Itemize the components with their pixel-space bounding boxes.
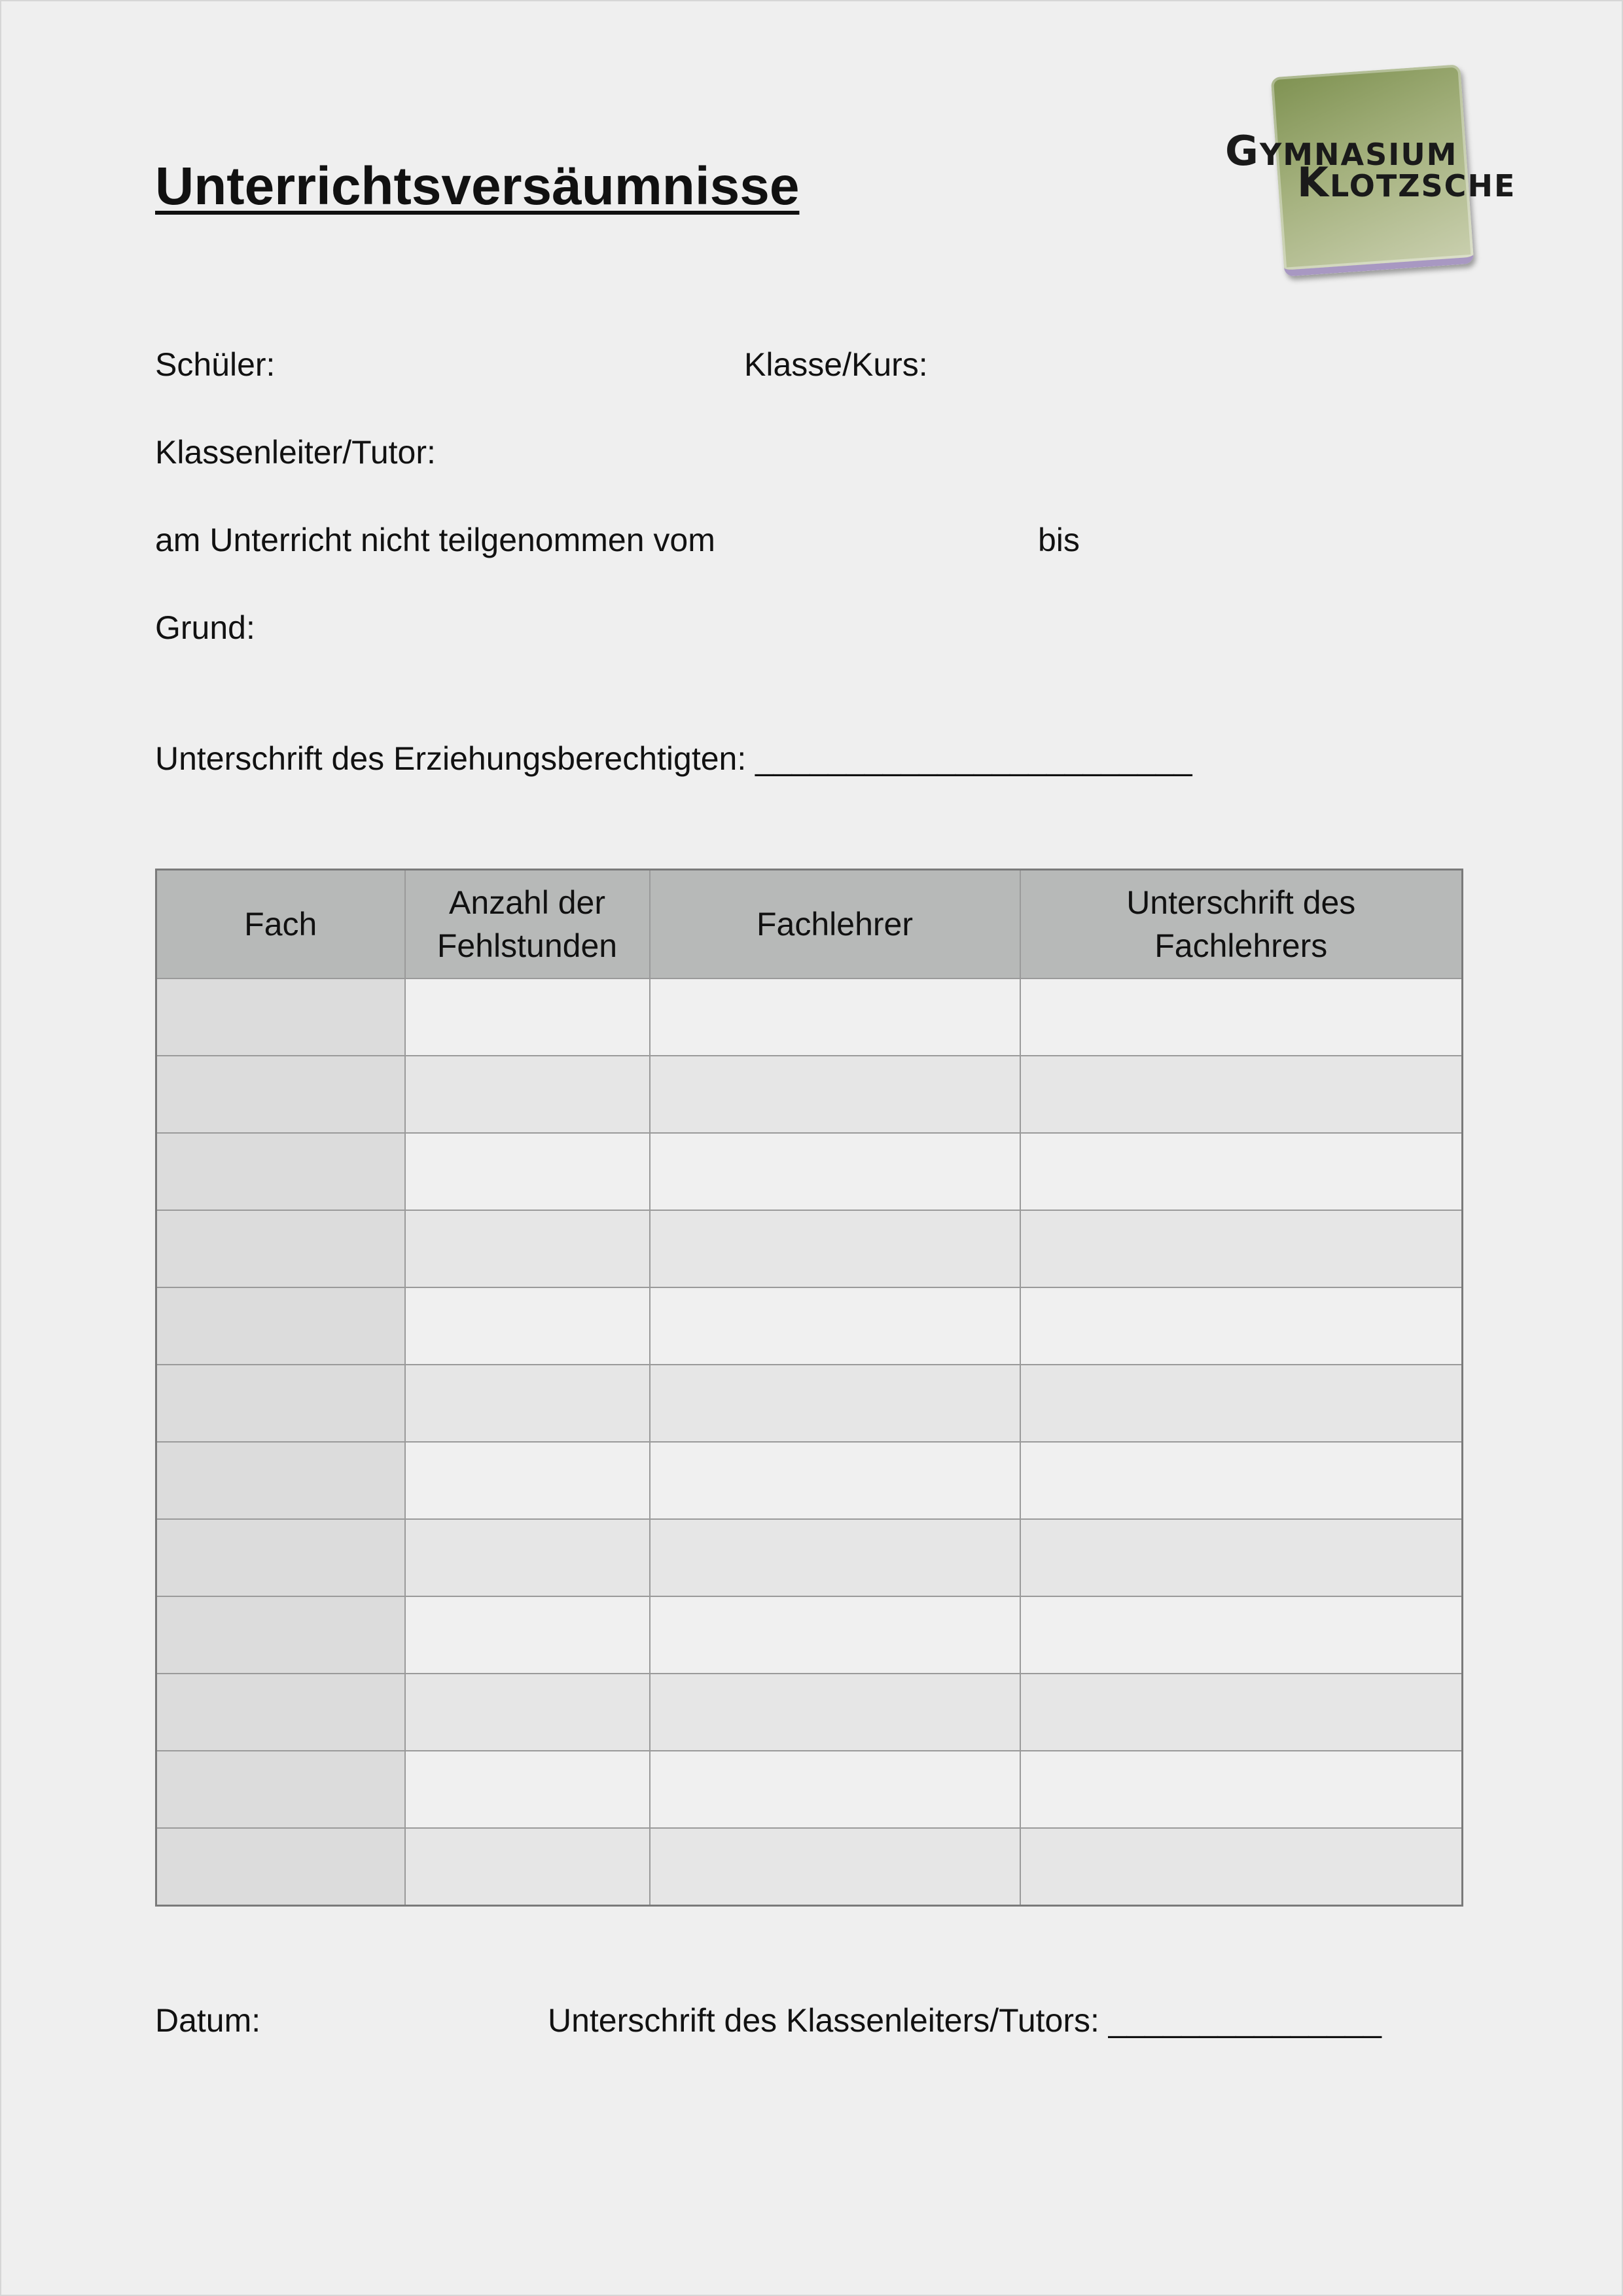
cell-fehlstunden[interactable] — [405, 1828, 650, 1906]
unterschrift-erziehungsberechtigter: Unterschrift des Erziehungsberechtigten: ________________________ — [155, 740, 1192, 777]
table-row — [156, 1442, 1463, 1519]
cell-fehlstunden[interactable] — [405, 1056, 650, 1133]
cell-unterschrift[interactable] — [1020, 1287, 1463, 1365]
cell-fach[interactable] — [156, 1674, 405, 1751]
unterschrift-klassenleiter: Unterschrift des Klassenleiters/Tutors: _______________ — [548, 2002, 1382, 2039]
table-row — [156, 1596, 1463, 1674]
cell-fehlstunden[interactable] — [405, 1442, 650, 1519]
cell-unterschrift[interactable] — [1020, 1210, 1463, 1287]
cell-fach[interactable] — [156, 1365, 405, 1442]
cell-fehlstunden[interactable] — [405, 1365, 650, 1442]
zeitraum-bis-label: bis — [1038, 522, 1080, 558]
grund-label: Grund: — [155, 609, 255, 646]
cell-fehlstunden[interactable] — [405, 978, 650, 1056]
logo-text-line2: KLOTZSCHE — [1297, 158, 1516, 206]
klassenleiter-label: Klassenleiter/Tutor: — [155, 434, 436, 471]
cell-fachlehrer[interactable] — [650, 1751, 1020, 1828]
zeitraum-von-label: am Unterricht nicht teilgenommen vom — [155, 522, 715, 558]
logo-text-line1: GYMNASIUM — [1225, 127, 1458, 175]
cell-fachlehrer[interactable] — [650, 1596, 1020, 1674]
logo-line1-rest: YMNASIUM — [1259, 137, 1458, 172]
cell-unterschrift[interactable] — [1020, 1596, 1463, 1674]
cell-fachlehrer[interactable] — [650, 1287, 1020, 1365]
cell-fachlehrer[interactable] — [650, 1133, 1020, 1210]
table-row — [156, 978, 1463, 1056]
cell-unterschrift[interactable] — [1020, 1828, 1463, 1906]
cell-fach[interactable] — [156, 1751, 405, 1828]
cell-fehlstunden[interactable] — [405, 1210, 650, 1287]
header-unterschrift — [1020, 870, 1463, 979]
table-row — [156, 1751, 1463, 1828]
header-fach — [156, 870, 405, 979]
cell-fach[interactable] — [156, 1442, 405, 1519]
header-fehlstunden — [405, 870, 650, 979]
header-fach-text: Fach — [244, 906, 317, 942]
cell-unterschrift[interactable] — [1020, 1442, 1463, 1519]
cell-unterschrift[interactable] — [1020, 1519, 1463, 1596]
table-row — [156, 1133, 1463, 1210]
cell-fehlstunden[interactable] — [405, 1751, 650, 1828]
cell-fach[interactable] — [156, 1828, 405, 1906]
cell-fach[interactable] — [156, 978, 405, 1056]
page-title: Unterrichtsversäumnisse — [155, 156, 800, 216]
table-row — [156, 1519, 1463, 1596]
cell-unterschrift[interactable] — [1020, 1133, 1463, 1210]
table-row — [156, 1828, 1463, 1906]
logo-line2-rest: LOTZSCHE — [1330, 168, 1516, 204]
cell-unterschrift[interactable] — [1020, 1674, 1463, 1751]
cell-fach[interactable] — [156, 1287, 405, 1365]
table-body — [156, 978, 1463, 1906]
cell-fachlehrer[interactable] — [650, 1056, 1020, 1133]
table-row — [156, 1365, 1463, 1442]
klasse-label: Klasse/Kurs: — [744, 346, 928, 383]
cell-fach[interactable] — [156, 1210, 405, 1287]
cell-fachlehrer[interactable] — [650, 1442, 1020, 1519]
cell-fach[interactable] — [156, 1596, 405, 1674]
cell-fehlstunden[interactable] — [405, 1596, 650, 1674]
table-row — [156, 1056, 1463, 1133]
cell-fach[interactable] — [156, 1519, 405, 1596]
cell-fehlstunden[interactable] — [405, 1133, 650, 1210]
cell-fachlehrer[interactable] — [650, 1828, 1020, 1906]
fehlstunden-table — [155, 869, 1463, 1907]
cell-fach[interactable] — [156, 1133, 405, 1210]
table-row — [156, 1674, 1463, 1751]
cell-fachlehrer[interactable] — [650, 1365, 1020, 1442]
table-row — [156, 1287, 1463, 1365]
cell-fachlehrer[interactable] — [650, 1210, 1020, 1287]
cell-fachlehrer[interactable] — [650, 1519, 1020, 1596]
cell-fachlehrer[interactable] — [650, 1674, 1020, 1751]
cell-fachlehrer[interactable] — [650, 978, 1020, 1056]
cell-unterschrift[interactable] — [1020, 1056, 1463, 1133]
cell-fehlstunden[interactable] — [405, 1674, 650, 1751]
cell-fehlstunden[interactable] — [405, 1287, 650, 1365]
table-header-row — [156, 870, 1463, 979]
header-fachlehrer — [650, 870, 1020, 979]
school-logo — [1225, 64, 1533, 280]
schueler-label: Schüler: — [155, 346, 276, 383]
header-fachlehrer-text: Fachlehrer — [757, 906, 913, 942]
datum-label: Datum: — [155, 2002, 261, 2039]
header-unterschrift-line1: Unterschrift des — [1126, 884, 1356, 921]
cell-unterschrift[interactable] — [1020, 1751, 1463, 1828]
header-unterschrift-line2: Fachlehrers — [1154, 927, 1328, 964]
table-row — [156, 1210, 1463, 1287]
header-fehlstunden-line1: Anzahl der — [448, 884, 606, 921]
cell-unterschrift[interactable] — [1020, 978, 1463, 1056]
cell-fach[interactable] — [156, 1056, 405, 1133]
cell-fehlstunden[interactable] — [405, 1519, 650, 1596]
header-fehlstunden-line2: Fehlstunden — [437, 927, 618, 964]
cell-unterschrift[interactable] — [1020, 1365, 1463, 1442]
